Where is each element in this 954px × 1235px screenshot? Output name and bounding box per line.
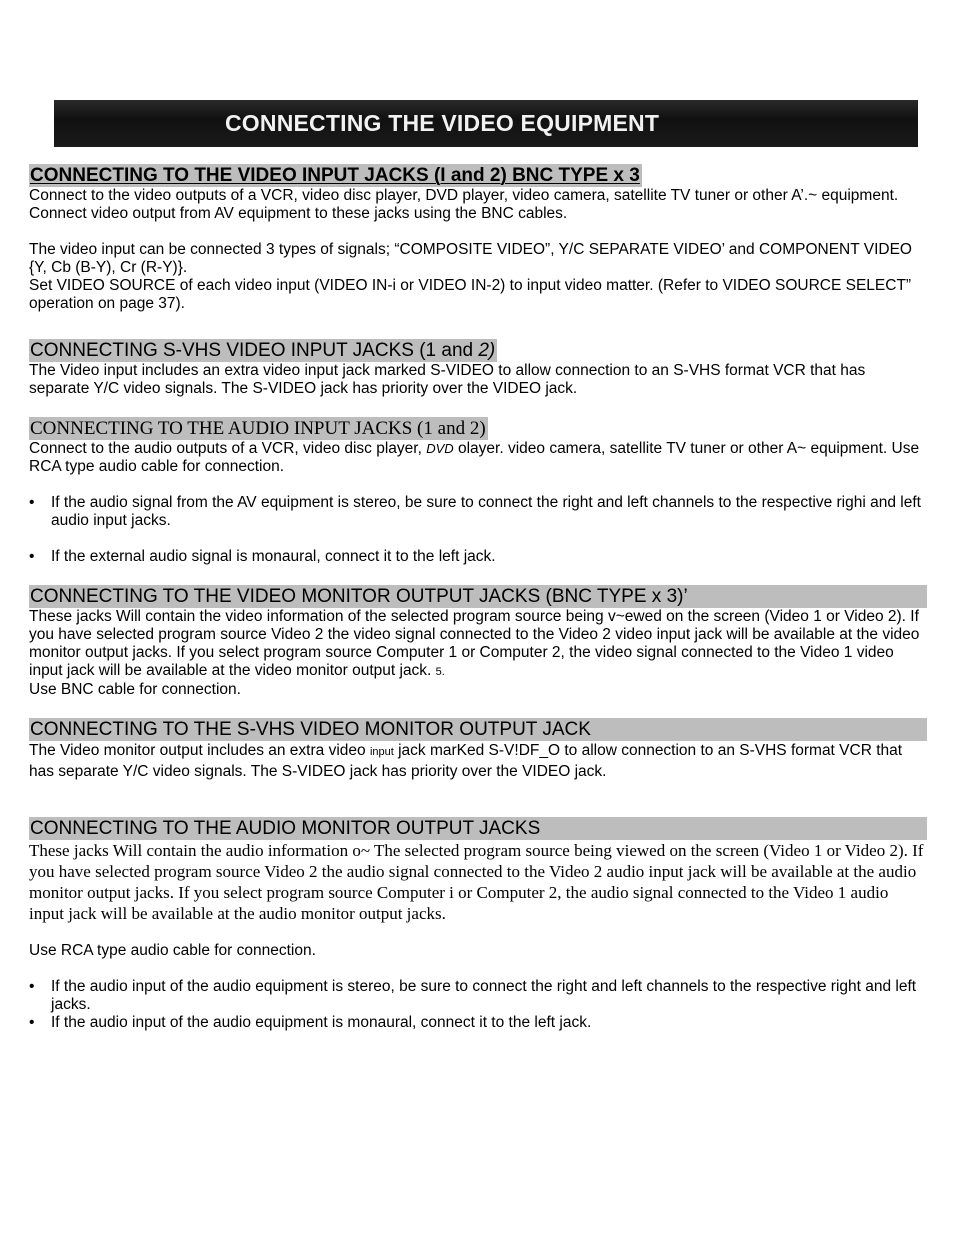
text-run-small: input <box>369 746 394 758</box>
text-run: olayer. video camera, satellite TV tuner or other A~ equipment. Use RCA type audio cable for connection. <box>29 440 920 475</box>
document-body <box>29 164 927 1032</box>
section-heading: CONNECTING TO THE AUDIO MONITOR OUTPUT JACKS <box>29 817 927 840</box>
section-heading: CONNECTING TO THE S-VHS VIDEO MONITOR OUTPUT JACK <box>29 718 927 741</box>
bullet-icon: • <box>29 1014 35 1031</box>
text-run: Connect to the audio outputs of a VCR, video disc player, <box>29 440 427 457</box>
page-banner <box>54 100 918 147</box>
section-video-input-jacks <box>29 164 927 313</box>
paragraph: Use BNC cable for connection. <box>29 681 241 698</box>
section-audio-monitor-output <box>29 817 927 1032</box>
list-item <box>29 1014 927 1032</box>
text-run-small: 5. <box>435 666 445 678</box>
paragraph <box>29 608 927 681</box>
list-item-text: If the audio signal from the AV equipment is stereo, be sure to connect the right and left channels to the respective righi and left audio input jacks. <box>51 494 921 529</box>
paragraph: Connect to the video outputs of a VCR, video disc player, DVD player, video camera, satellite TV tuner or other A’.~ equipment. Connect video output from AV equipment to these jacks using the BNC cables. <box>29 187 899 222</box>
section-heading: CONNECTING TO THE VIDEO INPUT JACKS (I and 2) BNC TYPE x 3 <box>30 165 640 186</box>
paragraph: These jacks Will contain the audio information o~ The selected program source being viewed on the screen (Video 1 or Video 2). If you have selected program source Video 2 the audio signal connected to the Video 2 audio input jack will be available at the audio monitor output jacks. If you select program source Computer i or Computer 2, the audio signal connected to the Video 1 audio input jack will be available at the audio monitor output jacks. <box>29 841 924 923</box>
text-run: The Video monitor output includes an extra video <box>29 742 370 759</box>
list-item <box>29 548 927 566</box>
paragraph: The video input can be connected 3 types of signals; “COMPOSITE VIDEO”, Y/C SEPARATE VIDEO’ and COMPONENT VIDEO {Y, Cb (B-Y), Cr (R-Y)}. <box>29 241 912 276</box>
heading-text-italic: 2) <box>478 340 496 361</box>
bullet-list <box>29 978 927 1032</box>
text-run-italic: DVD <box>426 441 454 456</box>
text-run: jack marKed S-V!DF_O to allow connection to an S-VHS format VCR that has separate Y/C video signals. The S-VIDEO jack has priority over the VIDEO jack. <box>29 742 903 780</box>
paragraph: Set VIDEO SOURCE of each video input (VIDEO IN-i or VIDEO IN-2) to input video matter. (Refer to VIDEO SOURCE SELECT” operation on page 37). <box>29 277 912 312</box>
bullet-icon: • <box>29 978 35 995</box>
paragraph <box>29 741 927 782</box>
section-svhs-monitor-output <box>29 718 927 782</box>
list-item <box>29 978 927 1014</box>
heading-text: CONNECTING S-VHS VIDEO INPUT JACKS (1 and <box>30 340 479 361</box>
text-run: These jacks Will contain the video information of the selected program source being v~ewed on the screen (Video 1 or Video 2). If you have selected program source Video 2 the video signal connected to the Video 2 video input jack will be available at the video monitor output jacks. If you select program source Computer 1 or Computer 2, the video signal connected to the Video 1 video input jack will be available at the video monitor output jack. <box>29 608 920 679</box>
bullet-icon: • <box>29 548 35 565</box>
section-audio-input-jacks <box>29 417 927 566</box>
section-svhs-input-jacks <box>29 339 927 398</box>
banner-title: CONNECTING THE VIDEO EQUIPMENT <box>225 110 660 136</box>
paragraph: The Video input includes an extra video input jack marked S-VIDEO to allow connection to an S-VHS format VCR that has separate Y/C video signals. The S-VIDEO jack has priority over the VIDEO jack. <box>29 362 866 397</box>
list-item-text: If the external audio signal is monaural, connect it to the left jack. <box>51 548 496 565</box>
section-heading: CONNECTING TO THE VIDEO MONITOR OUTPUT JACKS (BNC TYPE x 3)’ <box>29 585 927 608</box>
section-video-monitor-output <box>29 585 927 699</box>
list-item <box>29 494 927 530</box>
paragraph <box>29 440 927 476</box>
list-item-text: If the audio input of the audio equipment is stereo, be sure to connect the right and left channels to the respective right and left jacks. <box>51 978 917 1013</box>
list-item-text: If the audio input of the audio equipment is monaural, connect it to the left jack. <box>51 1014 592 1031</box>
section-heading <box>29 339 497 362</box>
section-heading: CONNECTING TO THE AUDIO INPUT JACKS (1 and 2) <box>30 418 486 439</box>
bullet-list <box>29 494 927 566</box>
bullet-icon: • <box>29 494 35 511</box>
paragraph: Use RCA type audio cable for connection. <box>29 942 316 959</box>
